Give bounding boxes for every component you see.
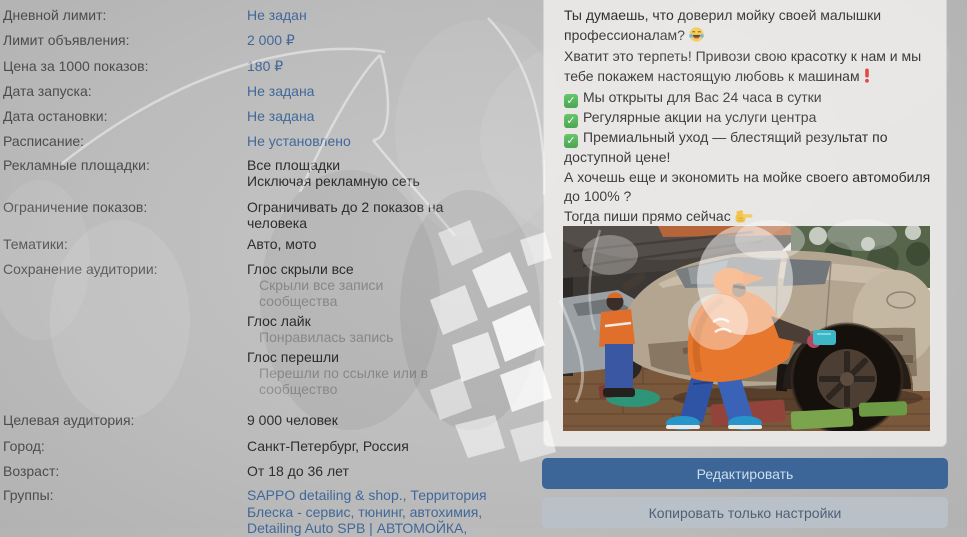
setting-label: Сохранение аудитории: (3, 261, 158, 277)
copy-settings-button[interactable]: Копировать только настройки (542, 497, 948, 528)
check-emoji: ✓ (564, 134, 578, 148)
setting-label: Возраст: (3, 463, 60, 479)
setting-value: Авто, мото (247, 236, 317, 252)
check-emoji: ✓ (564, 114, 578, 128)
setting-label: Расписание: (3, 133, 85, 149)
audience-list (247, 261, 487, 401)
setting-label: Дневной лимит: (3, 7, 107, 23)
ad-paragraph: Тогда пиши прямо сейчас (564, 207, 936, 229)
ad-bullet: ✓ Регулярные акции на услуги центра (564, 108, 936, 128)
setting-value-link[interactable]: Не задана (247, 108, 315, 124)
setting-value: 9 000 человек (247, 412, 338, 428)
ad-paragraph: Ты думаешь, что доверил мойку своей малышки профессионалам? (564, 6, 936, 47)
groups-links[interactable]: SAPPO detailing & shop., Территория Блеска - сервис, тюнинг, автохимия, Detailing Auto SPB | АВТОМОЙКА, (247, 487, 487, 536)
joy-emoji (689, 27, 704, 48)
ad-paragraph: Хватит это терпеть! Привози свою красотку к нам и мы тебе покажем настоящую любовь к машинам (564, 47, 936, 88)
audience-item: Глос перешли Перешли по ссылке или в сообщество (247, 349, 429, 397)
setting-value-link[interactable]: Не задан (247, 7, 307, 23)
setting-value: Ограничивать до 2 показов на человека (247, 199, 444, 231)
setting-label: Тематики: (3, 236, 68, 252)
ad-preview-card (543, 0, 947, 447)
setting-value-link[interactable]: Не задана (247, 83, 315, 99)
setting-label: Группы: (3, 487, 54, 503)
setting-label: Дата запуска: (3, 83, 92, 99)
ad-paragraph: А хочешь еще и экономить на мойке своего автомобиля до 100% ? (564, 168, 931, 204)
setting-value-link[interactable]: 2 000 ₽ (247, 32, 295, 48)
check-emoji: ✓ (564, 94, 578, 108)
ad-bullet: ✓ Мы открыты для Вас 24 часа в сутки (564, 88, 936, 108)
exclamation-emoji (863, 68, 871, 89)
setting-value: Санкт-Петербург, Россия (247, 438, 409, 454)
audience-item: Глос скрыли все Скрыли все записи сообщества (247, 261, 384, 309)
setting-label: Ограничение показов: (3, 199, 148, 215)
setting-label: Лимит объявления: (3, 32, 130, 48)
setting-label: Рекламные площадки: (3, 157, 150, 173)
ad-photo-car-wash (563, 226, 930, 431)
setting-label: Цена за 1000 показов: (3, 58, 149, 74)
ad-bullet: ✓ Премиальный уход — блестящий результат по доступной цене! (564, 129, 888, 165)
setting-label: Дата остановки: (3, 108, 108, 124)
audience-item: Глос лайк Понравилась запись (247, 313, 394, 345)
setting-value-link[interactable]: Не установлено (247, 133, 351, 149)
setting-label: Город: (3, 438, 45, 454)
edit-button[interactable]: Редактировать (542, 458, 948, 489)
setting-value: От 18 до 36 лет (247, 463, 349, 479)
setting-value-link[interactable]: 180 ₽ (247, 58, 284, 74)
setting-label: Целевая аудитория: (3, 412, 135, 428)
ad-post-text (564, 6, 936, 228)
setting-value: Все площадки Исключая рекламную сеть (247, 157, 420, 189)
